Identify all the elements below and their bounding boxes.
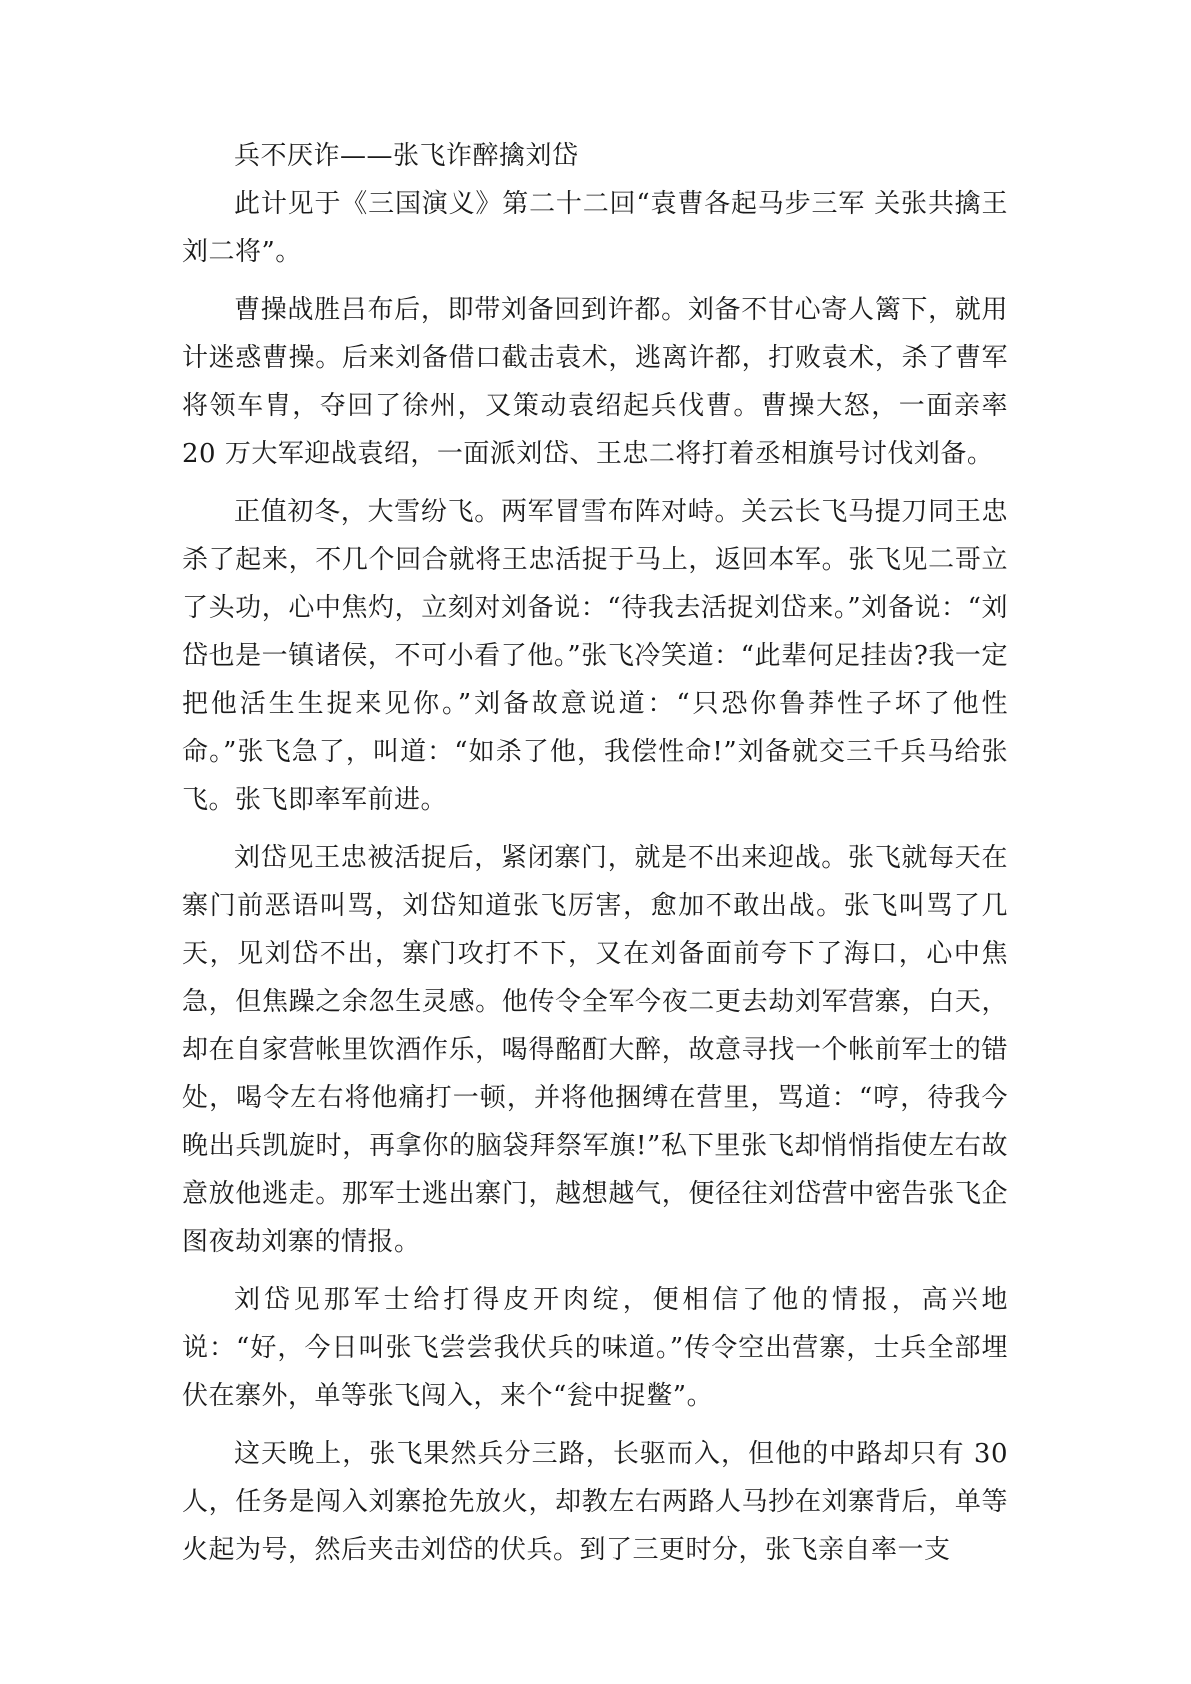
paragraph-4: 刘岱见王忠被活捉后，紧闭寨门，就是不出来迎战。张飞就每天在寨门前恶语叫骂，刘岱知道张飞厉害，愈加不敢出战。张飞叫骂了几天，见刘岱不出，寨门攻打不下，又在刘备面前夸下了海口，心中焦急，但焦躁之余忽生灵感。他传令全军今夜二更去劫刘军营寨，白天，却在自家营帐里饮酒作乐，喝得酩酊大醉，故意寻找一个帐前军士的错处，喝令左右将他痛打一顿，并将他捆缚在营里，骂道：“哼，待我今晚出兵凯旋时，再拿你的脑袋拜祭军旗!”私下里张飞却悄悄指使左右故意放他逃走。那军士逃出寨门，越想越气，便径往刘岱营中密告张飞企图夜劫刘寨的情报。 (182, 843, 1008, 1257)
document-body (182, 132, 1008, 1574)
paragraph-3: 正值初冬，大雪纷飞。两军冒雪布阵对峙。关云长飞马提刀同王忠杀了起来，不几个回合就将王忠活捉于马上，返回本军。张飞见二哥立了头功，心中焦灼，立刻对刘备说：“待我去活捉刘岱来。”刘备说：“刘岱也是一镇诸侯，不可小看了他。”张飞冷笑道：“此辈何足挂齿?我一定把他活生生捉来见你。”刘备故意说道：“只恐你鲁莽性子坏了他性命。”张飞急了，叫道：“如杀了他，我偿性命!”刘备就交三千兵马给张飞。张飞即率军前进。 (182, 497, 1008, 815)
paragraph-1: 此计见于《三国演义》第二十二回“袁曹各起马步三军 关张共擒王刘二将”。 (182, 189, 1008, 267)
paragraph-2: 曹操战胜吕布后，即带刘备回到许都。刘备不甘心寄人篱下，就用计迷惑曹操。后来刘备借口截击袁术，逃离许都，打败袁术，杀了曹军将领车胄，夺回了徐州，又策动袁绍起兵伐曹。曹操大怒，一面亲率 20 万大军迎战袁绍，一面派刘岱、王忠二将打着丞相旗号讨伐刘备。 (182, 295, 1008, 469)
paragraph-6: 这天晚上，张飞果然兵分三路，长驱而入，但他的中路却只有 30 人，任务是闯入刘寨抢先放火，却教左右两路人马抄在刘寨背后，单等火起为号，然后夹击刘岱的伏兵。到了三更时分，张飞亲自率一支 (182, 1439, 1008, 1565)
paragraph-5: 刘岱见那军士给打得皮开肉绽，便相信了他的情报，高兴地说：“好，今日叫张飞尝尝我伏兵的味道。”传令空出营寨，士兵全部埋伏在寨外，单等张飞闯入，来个“瓮中捉鳖”。 (182, 1285, 1008, 1411)
document-title: 兵不厌诈——张飞诈醉擒刘岱 (234, 141, 579, 171)
